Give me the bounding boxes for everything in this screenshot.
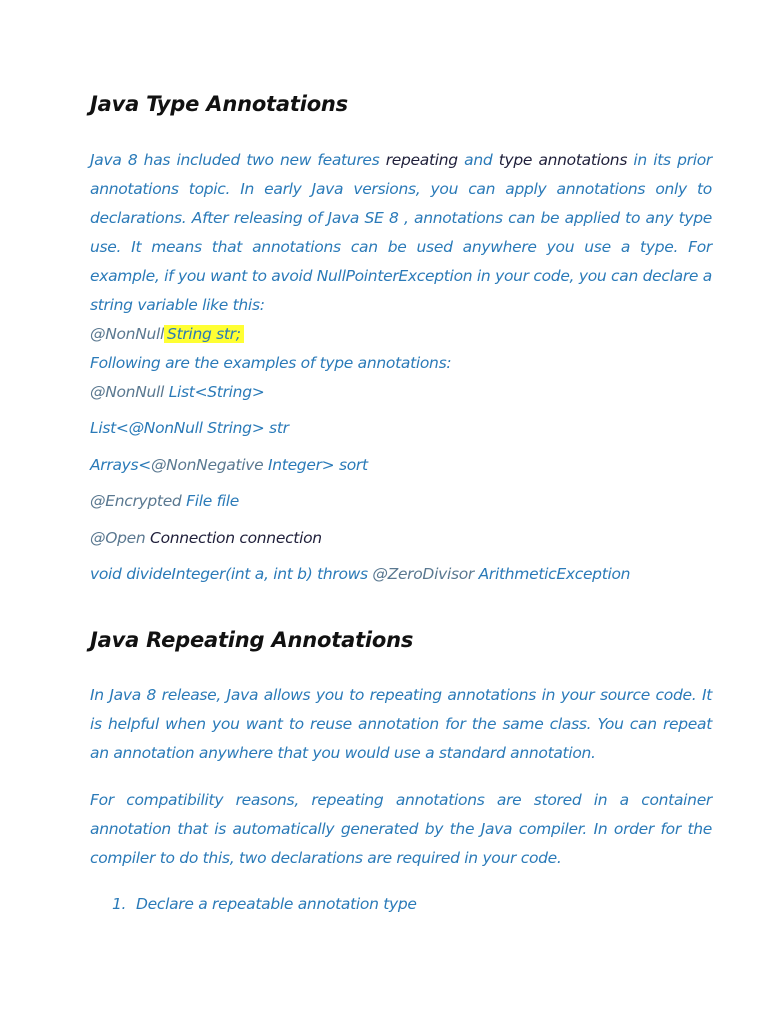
term-annotations: annotations bbox=[538, 151, 628, 169]
intro-text-1: Java 8 has included two new features bbox=[90, 151, 380, 169]
example-annotation: @Open bbox=[90, 529, 146, 547]
section-heading-type-annotations: Java Type Annotations bbox=[90, 92, 348, 116]
term-repeating: repeating bbox=[385, 151, 458, 169]
section-heading-repeating-annotations: Java Repeating Annotations bbox=[90, 628, 414, 652]
term-and: and bbox=[464, 151, 493, 169]
nonnull-example bbox=[90, 320, 244, 349]
example-line bbox=[90, 524, 322, 553]
example-annotation: @NonNull bbox=[90, 383, 165, 401]
example-annotation: List<@NonNull bbox=[90, 419, 203, 437]
highlighted-code: String str; bbox=[164, 325, 244, 343]
examples-intro: Following are the examples of type annotations: bbox=[90, 354, 452, 372]
nonnull-annotation: @NonNull bbox=[90, 325, 165, 343]
example-annotation: @NonNegative bbox=[150, 456, 264, 474]
example-line bbox=[90, 451, 368, 480]
term-type: type bbox=[498, 151, 533, 169]
example-code: Arrays< bbox=[90, 456, 151, 474]
list-text: Declare a repeatable annotation type bbox=[136, 895, 417, 913]
example-code: Connection connection bbox=[150, 529, 322, 547]
repeating-para-2: For compatibility reasons, repeating annotations are stored in a container annotation that is automatically generated by the Java compiler. In order for the compiler to do this, two declarations are required in your code. bbox=[90, 791, 712, 867]
example-code: List<String> bbox=[168, 383, 265, 401]
type-annotations-intro bbox=[90, 146, 712, 320]
example-code: ArithmeticException bbox=[478, 565, 631, 583]
example-annotation: @Encrypted bbox=[90, 492, 182, 510]
example-annotation: @ZeroDivisor bbox=[372, 565, 474, 583]
example-code: String> str bbox=[207, 419, 289, 437]
repeating-para-1: In Java 8 release, Java allows you to repeating annotations in your source code. It is helpful when you want to reuse annotation for the same class. You can repeat an annotation anywhere that you would use a standard annotation. bbox=[90, 686, 712, 762]
example-line bbox=[90, 378, 264, 407]
example-code: File file bbox=[186, 492, 240, 510]
list-item bbox=[90, 890, 690, 919]
example-code: void divideInteger(int a, int b) throws bbox=[90, 565, 368, 583]
example-line bbox=[90, 487, 239, 516]
intro-text-2: in its prior annotations topic. In early Java versions, you can apply annotations only to declarations. After releasing of Java SE 8 , annotations can be applied to any type use. It means that annotations can be used anywhere you use a type. For example, if you want to avoid NullPointerException in your code, you can declare a string variable like this: bbox=[90, 151, 712, 314]
list-number: 1. bbox=[112, 895, 127, 913]
example-line bbox=[90, 560, 630, 589]
example-line bbox=[90, 414, 289, 443]
example-code: Integer> sort bbox=[268, 456, 368, 474]
